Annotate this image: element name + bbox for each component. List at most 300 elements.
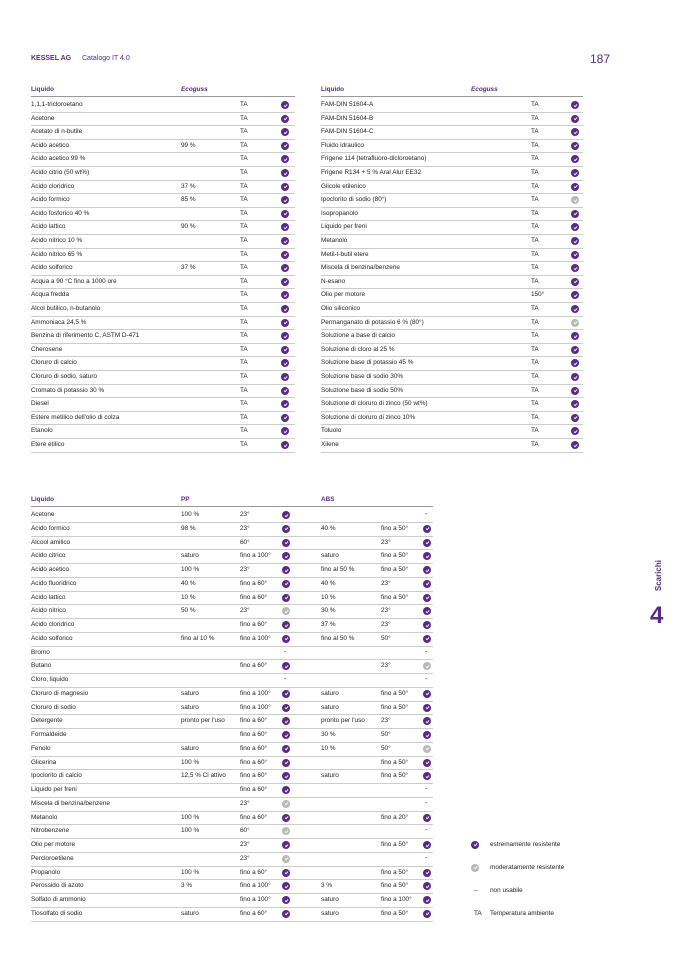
cell: TA	[240, 400, 248, 408]
cell: 23°	[381, 662, 391, 670]
cell: Liquido per freni	[31, 786, 77, 793]
cell: Acido lattico	[31, 593, 66, 601]
extremely-resistant-icon	[282, 566, 290, 574]
resistance-table-pp-abs	[31, 494, 433, 934]
cell: saturo	[321, 896, 339, 903]
col-liquid: Liquido	[321, 86, 345, 93]
cell: fino a 60°	[240, 731, 268, 738]
cell: Acido solforico	[31, 634, 73, 642]
extremely-resistant-icon	[571, 183, 579, 191]
cell: fino a 100°	[240, 703, 271, 711]
cell: 30 %	[321, 731, 336, 738]
cell: Acido formico	[31, 196, 70, 204]
cell: 23°	[381, 717, 391, 725]
table-row	[321, 329, 583, 344]
cell: Acido formico	[31, 524, 70, 532]
extremely-resistant-icon	[282, 814, 290, 822]
cell: fino a 50°	[381, 552, 409, 560]
table-header	[31, 494, 433, 507]
table-row	[31, 893, 433, 908]
cell: 99 %	[181, 141, 196, 149]
cell: TA	[531, 128, 539, 136]
cell: Acido acetico	[31, 141, 70, 149]
extremely-resistant-icon	[281, 155, 289, 163]
extremely-resistant-icon	[282, 552, 290, 560]
extremely-resistant-icon	[281, 400, 289, 408]
cell: TA	[240, 264, 248, 272]
table-row	[31, 838, 433, 853]
cell: 100 %	[181, 813, 200, 821]
extremely-resistant-icon	[282, 896, 290, 904]
cell: saturo	[321, 689, 339, 697]
cell: Perossido di azoto	[31, 882, 84, 890]
cell: FAM-DIN 51604-A	[321, 101, 374, 108]
cell: 3 %	[181, 882, 193, 890]
extremely-resistant-icon	[282, 772, 290, 780]
table-row	[321, 139, 583, 154]
cell: TA	[531, 427, 539, 435]
not-usable-icon: -	[425, 648, 428, 656]
extremely-resistant-icon	[281, 373, 289, 381]
cell: TA	[240, 373, 248, 380]
extremely-resistant-icon	[281, 196, 289, 204]
not-usable-icon: -	[425, 511, 428, 518]
cell: 12,5 % Cl attivo	[181, 772, 226, 780]
cell: Soluzione di cloruro di zinco (50 wt%)	[321, 400, 428, 408]
cell: saturo	[321, 703, 339, 711]
cell: 23°	[240, 854, 250, 862]
cell: fino a 50°	[381, 524, 409, 532]
extremely-resistant-icon	[423, 910, 431, 918]
extremely-resistant-icon	[423, 525, 431, 533]
cell: TA	[531, 332, 539, 340]
legend-text: Temperatura ambiente	[490, 910, 554, 917]
extremely-resistant-icon	[423, 896, 431, 904]
cell: Acido lattico	[31, 223, 66, 231]
cell: saturo	[321, 909, 339, 917]
table-row	[31, 618, 433, 633]
cell: Xilene	[321, 441, 339, 448]
cell: 10 %	[181, 593, 196, 601]
extremely-resistant-icon	[571, 278, 579, 286]
table-row	[321, 220, 583, 235]
extremely-resistant-icon	[571, 414, 579, 422]
cell: fino a 100°	[240, 552, 271, 560]
table-row	[321, 248, 583, 263]
cell: Cromato di potassio 30 %	[31, 386, 105, 394]
extremely-resistant-icon	[571, 237, 579, 245]
table-row	[321, 288, 583, 303]
cell: Glicole etilenico	[321, 182, 366, 190]
extremely-resistant-icon	[281, 319, 289, 327]
cell: TA	[531, 101, 539, 108]
extremely-resistant-icon	[571, 332, 579, 340]
cell: Cloro, liquido	[31, 676, 69, 683]
cell: saturo	[321, 552, 339, 560]
extremely-resistant-icon	[571, 155, 579, 163]
table-row	[321, 438, 583, 453]
cell: TA	[240, 291, 248, 299]
table-row	[31, 687, 433, 702]
extremely-resistant-icon	[281, 278, 289, 286]
cell: 50 %	[181, 607, 196, 615]
cell: TA	[531, 196, 539, 204]
cell: Cherosene	[31, 345, 63, 353]
extremely-resistant-icon	[571, 115, 579, 123]
legend-item	[471, 884, 611, 898]
extremely-resistant-icon	[571, 142, 579, 150]
extremely-resistant-icon	[282, 511, 290, 519]
table-row	[31, 673, 433, 688]
extremely-resistant-icon	[281, 237, 289, 245]
table-row	[321, 125, 583, 140]
cell: fino a 60°	[240, 772, 268, 780]
cell: 23°	[240, 511, 250, 518]
cell: 37 %	[321, 621, 336, 628]
table-row	[31, 824, 433, 839]
extremely-resistant-icon	[423, 759, 431, 767]
extremely-resistant-icon	[281, 427, 289, 435]
cell: fino a 60°	[240, 758, 268, 766]
cell: Acido citrio (50 wt%)	[31, 169, 90, 176]
extremely-resistant-icon	[571, 346, 579, 354]
extremely-resistant-icon	[281, 169, 289, 177]
cell: 3 %	[321, 882, 333, 890]
cell: fino al 50 %	[321, 634, 355, 642]
table-row	[321, 397, 583, 412]
cell: TA	[240, 427, 248, 435]
table-row	[321, 193, 583, 208]
table-row	[31, 288, 295, 303]
cell: Miscela di benzina/benzene	[31, 799, 110, 807]
not-usable-icon: -	[425, 799, 428, 807]
legend-item	[471, 907, 611, 921]
col-abs: ABS	[321, 496, 335, 503]
cell: fino a 60°	[240, 579, 268, 587]
cell: 98 %	[181, 524, 196, 532]
table-row	[31, 522, 433, 537]
cell: TA	[240, 441, 248, 448]
cell: Soluzione base di sodio 30%	[321, 373, 404, 380]
cell: Soluzione base di potassio 45 %	[321, 359, 414, 367]
table-row	[31, 508, 433, 523]
cell: fino a 60°	[240, 744, 268, 752]
table-row	[321, 180, 583, 195]
table-row	[31, 797, 433, 812]
cell: fino a 50°	[381, 703, 409, 711]
table-row	[31, 438, 295, 453]
extremely-resistant-icon	[282, 621, 290, 629]
cell: fino a 20°	[381, 813, 409, 821]
extremely-resistant-icon	[571, 387, 579, 395]
table-row	[321, 343, 583, 358]
extremely-resistant-icon	[282, 525, 290, 533]
extremely-resistant-icon	[282, 869, 290, 877]
cell: 23°	[240, 841, 250, 848]
cell: Bromo	[31, 648, 50, 656]
extremely-resistant-icon	[282, 882, 290, 890]
table-row	[31, 397, 295, 412]
table-row	[31, 356, 295, 371]
extremely-resistant-icon	[571, 359, 579, 367]
not-usable-icon: -	[425, 854, 428, 862]
table-row	[31, 756, 433, 771]
cell: 40 %	[321, 524, 336, 532]
cell: 50°	[381, 731, 391, 738]
extremely-resistant-icon	[282, 594, 290, 602]
table-row	[31, 343, 295, 358]
cell: fino a 60°	[240, 717, 268, 725]
extremely-resistant-icon	[571, 101, 579, 109]
table-row	[31, 783, 433, 798]
extremely-resistant-icon	[281, 183, 289, 191]
cell: 10 %	[321, 593, 336, 601]
cell: 37 %	[181, 182, 196, 190]
cell: Acqua a 90 °C fino a 1000 ore	[31, 277, 117, 285]
cell: 85 %	[181, 196, 196, 204]
extremely-resistant-icon	[571, 373, 579, 381]
cell: 23°	[240, 799, 250, 807]
cell: Isopropanolo	[321, 209, 358, 217]
cell: fino a 100°	[240, 882, 271, 890]
cell: Acetone	[31, 511, 55, 518]
cell: TA	[240, 101, 248, 108]
extremely-resistant-icon	[571, 427, 579, 435]
cell: TA	[240, 277, 248, 285]
table-row	[31, 384, 295, 399]
cell: Propanolo	[31, 868, 61, 876]
col-ecoguss: Ecoguss	[181, 86, 208, 93]
cell: Acetone	[31, 114, 55, 122]
extremely-resistant-icon	[423, 731, 431, 739]
legend-text: estremamente resistente	[490, 841, 561, 848]
extremely-resistant-icon	[571, 400, 579, 408]
cell: Soluzione di cloro al 25 %	[321, 345, 395, 353]
table-row	[31, 316, 295, 331]
cell: TA	[531, 250, 539, 258]
cell: fino al 50 %	[321, 566, 355, 573]
cell: Etere etilico	[31, 441, 65, 448]
cell: Estere metilico dell'olio di colza	[31, 413, 120, 421]
table-row	[31, 852, 433, 867]
cell: Acido cloridrico	[31, 621, 75, 628]
cell: TA	[531, 345, 539, 353]
table-row	[31, 577, 433, 592]
table-row	[321, 207, 583, 222]
extremely-resistant-icon	[423, 772, 431, 780]
table-row	[321, 261, 583, 276]
table-row	[31, 591, 433, 606]
cell: TA	[531, 277, 539, 285]
cell: TA	[531, 141, 539, 149]
cell: Acetato di n-butile	[31, 128, 83, 136]
cell: fino a 60°	[240, 868, 268, 876]
extremely-resistant-icon	[281, 223, 289, 231]
extremely-resistant-icon	[423, 566, 431, 574]
cell: Soluzione base di sodio 50%	[321, 386, 404, 394]
extremely-resistant-icon	[282, 717, 290, 725]
cell: TA	[531, 169, 539, 176]
cell: TA	[531, 413, 539, 421]
cell: fino a 50°	[381, 593, 409, 601]
cell: Glicerina	[31, 758, 57, 766]
cell: pronto per l'uso	[321, 717, 365, 725]
cell: saturo	[321, 772, 339, 780]
moderately-resistant-icon	[471, 864, 479, 872]
extremely-resistant-icon	[571, 169, 579, 177]
table-row	[31, 370, 295, 385]
cell: 23°	[381, 607, 391, 615]
cell: 23°	[381, 538, 391, 546]
extremely-resistant-icon	[282, 635, 290, 643]
header-catalog: Catalogo IT 4.0	[82, 55, 130, 62]
extremely-resistant-icon	[571, 305, 579, 313]
table-row	[31, 152, 295, 167]
page-number: 187	[590, 52, 611, 66]
cell: Etanolo	[31, 427, 53, 435]
cell: 40 %	[321, 579, 336, 587]
extremely-resistant-icon	[571, 223, 579, 231]
cell: Diesel	[31, 400, 49, 408]
table-row	[321, 384, 583, 399]
extremely-resistant-icon	[471, 841, 479, 849]
extremely-resistant-icon	[281, 332, 289, 340]
cell: TA	[240, 223, 248, 231]
cell: Miscela di benzina/benzene	[321, 264, 400, 272]
cell: Permanganato di potassio 6 % (80°)	[321, 318, 424, 326]
extremely-resistant-icon	[281, 359, 289, 367]
dash-symbol: –	[474, 887, 478, 894]
table-row	[31, 701, 433, 716]
cell: TA	[240, 237, 248, 244]
cell: 10 %	[321, 744, 336, 752]
cell: TA	[240, 413, 248, 421]
table-row	[321, 424, 583, 439]
cell: TA	[531, 386, 539, 394]
extremely-resistant-icon	[282, 539, 290, 547]
extremely-resistant-icon	[282, 759, 290, 767]
cell: fino a 50°	[381, 841, 409, 848]
legend-item	[471, 838, 611, 852]
table-row	[31, 98, 295, 113]
cell: fino a 100°	[240, 689, 271, 697]
cell: fino a 60°	[240, 593, 268, 601]
cell: Fluido idraulico	[321, 141, 364, 149]
table-row	[31, 563, 433, 578]
cell: pronto per l'uso	[181, 717, 225, 725]
cell: fino a 50°	[381, 566, 409, 573]
extremely-resistant-icon	[423, 869, 431, 877]
cell: TA	[240, 359, 248, 367]
cell: 50°	[381, 634, 391, 642]
cell: TA	[531, 237, 539, 244]
table-row	[31, 728, 433, 743]
extremely-resistant-icon	[282, 731, 290, 739]
cell: Cloruro di sodio, saturo	[31, 373, 98, 380]
cell: Acido acetico	[31, 566, 70, 573]
extremely-resistant-icon	[423, 717, 431, 725]
extremely-resistant-icon	[423, 814, 431, 822]
extremely-resistant-icon	[571, 291, 579, 299]
cell: 23°	[381, 621, 391, 628]
cell: Tiosolfato di sodio	[31, 909, 83, 917]
table-row	[321, 112, 583, 127]
extremely-resistant-icon	[571, 210, 579, 218]
cell: TA	[240, 318, 248, 326]
extremely-resistant-icon	[282, 786, 290, 794]
cell: Metanolo	[321, 237, 348, 244]
extremely-resistant-icon	[281, 142, 289, 150]
table-row	[321, 152, 583, 167]
table-row	[31, 632, 433, 647]
moderately-resistant-icon	[423, 745, 431, 753]
extremely-resistant-icon	[281, 387, 289, 395]
cell: TA	[531, 114, 539, 122]
cell: Acido citrico	[31, 552, 66, 560]
cell: Metil-t-butil etere	[321, 250, 369, 258]
extremely-resistant-icon	[423, 552, 431, 560]
cell: Acido fosforico 40 %	[31, 209, 90, 217]
extremely-resistant-icon	[281, 414, 289, 422]
cell: Olio per motore	[31, 841, 76, 848]
extremely-resistant-icon	[282, 745, 290, 753]
table-row	[31, 646, 433, 661]
extremely-resistant-icon	[281, 128, 289, 136]
extremely-resistant-icon	[423, 841, 431, 849]
cell: Acido cloridrico	[31, 182, 75, 190]
cell: TA	[240, 332, 248, 340]
cell: TA	[240, 128, 248, 136]
extremely-resistant-icon	[571, 441, 579, 449]
cell: 150°	[531, 291, 545, 299]
cell: Butano	[31, 662, 52, 670]
cell: saturo	[181, 909, 199, 917]
not-usable-icon: -	[425, 676, 428, 683]
table-row	[321, 166, 583, 181]
cell: fino a 100°	[240, 896, 271, 903]
cell: 1,1,1-tricloroetano	[31, 101, 83, 108]
cell: TA	[240, 209, 248, 217]
cell: TA	[531, 223, 539, 231]
table-row	[31, 220, 295, 235]
cell: saturo	[181, 703, 199, 711]
table-row	[31, 261, 295, 276]
cell: TA	[531, 400, 539, 408]
table-row	[321, 234, 583, 249]
extremely-resistant-icon	[281, 441, 289, 449]
cell: fino al 10 %	[181, 634, 215, 642]
table-row	[31, 248, 295, 263]
cell: fino a 50°	[381, 882, 409, 890]
cell: TA	[240, 141, 248, 149]
table-row	[31, 207, 295, 222]
cell: TA	[531, 264, 539, 272]
cell: TA	[240, 345, 248, 353]
extremely-resistant-icon	[571, 128, 579, 136]
extremely-resistant-icon	[282, 662, 290, 670]
cell: TA	[240, 305, 248, 312]
cell: 100 %	[181, 758, 200, 766]
extremely-resistant-icon	[571, 251, 579, 259]
table-row	[321, 316, 583, 331]
table-row	[31, 139, 295, 154]
extremely-resistant-icon	[571, 264, 579, 272]
table-header	[321, 84, 583, 97]
moderately-resistant-icon	[282, 607, 290, 615]
cell: 50°	[381, 744, 391, 752]
cell: Percloroetilene	[31, 854, 74, 862]
cell: 37 %	[181, 264, 196, 272]
